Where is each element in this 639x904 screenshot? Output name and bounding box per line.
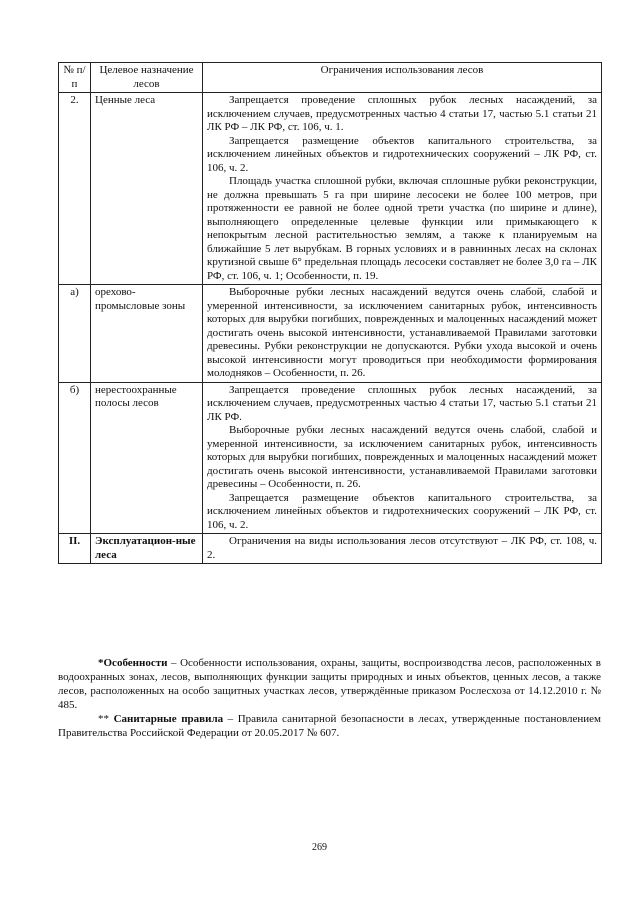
row-restrictions: [203, 285, 602, 383]
footnote-text: – Правила санитарной безопасности в лесах, утвержденные постановлением Правительства Российской Федерации от 20.05.2017 № 607.: [58, 713, 601, 739]
row-purpose: Ценные леса: [91, 93, 203, 285]
header-purpose: Целевое назначение лесов: [91, 63, 203, 93]
restriction-paragraph: Выборочные рубки лесных насаждений ведутся очень слабой, слабой и умеренной интенсивности, за исключением санитарных рубок, интенсивность которых для вырубки погибших, поврежденных и малоценных насаждений может достигать очень высокой интенсивности, устанавливаемой Правилами заготовки древесины. Рубки реконструкции не допускаются. Рубки ухода высокой и очень высокой интенсивности могут проводиться при необходимости формирования молодняков – Особенности, п. 26.: [207, 286, 597, 379]
table-row: [59, 534, 602, 564]
restriction-paragraph: Запрещается проведение сплошных рубок лесных насаждений, за исключением случаев, предусмотренных частью 4 статьи 17, частью 5.1 статьи 21 ЛК РФ.: [207, 383, 597, 423]
row-restrictions: [203, 534, 602, 564]
footnote-term: Санитарные правила: [113, 713, 224, 725]
restriction-paragraph: Ограничения на виды использования лесов отсутствуют – ЛК РФ, ст. 108, ч. 2.: [207, 535, 597, 561]
header-number: № п/п: [59, 63, 91, 93]
row-number: II.: [59, 534, 91, 564]
row-number: 2.: [59, 93, 91, 285]
table-header-row: [59, 63, 602, 93]
row-restrictions: [203, 382, 602, 534]
row-restrictions: [203, 93, 602, 285]
page-number: 269: [312, 842, 327, 853]
restriction-paragraph: Запрещается размещение объектов капитального строительства, за исключением линейных объектов и гидротехнических сооружений – ЛК РФ, ст. 106, ч. 2.: [207, 491, 597, 531]
restriction-paragraph: Запрещается размещение объектов капитального строительства, за исключением линейных объектов и гидротехнических сооружений – ЛК РФ, ст. 106, ч. 2.: [207, 134, 597, 174]
row-purpose: нерестоохранные полосы лесов: [91, 382, 203, 534]
header-restrictions: Ограничения использования лесов: [203, 63, 602, 93]
footnote-osobennosti: [58, 656, 601, 712]
row-purpose: орехово-промысловые зоны: [91, 285, 203, 383]
restriction-paragraph: Запрещается проведение сплошных рубок лесных насаждений, за исключением случаев, предусмотренных частью 4 статьи 17, частью 5.1 статьи 21 ЛК РФ – ЛК РФ, ст. 106, ч. 1.: [207, 94, 597, 133]
footnote-term: *Особенности: [98, 657, 168, 669]
row-purpose: Эксплуатацион-ные леса: [91, 534, 203, 564]
footnotes: [58, 656, 601, 740]
footnote-text: – Особенности использования, охраны, защиты, воспроизводства лесов, расположенных в водоохранных зонах, лесов, выполняющих функции защиты природных и иных объектов, ценных лесов, а также лесов, расположенных на особо защитных участках лесов, утверждённые приказом Рослесхоза от 14.12.2010 г. № 485.: [58, 657, 601, 711]
row-number: б): [59, 382, 91, 534]
footnote-mark: **: [98, 713, 114, 725]
footnote-sanitary-rules: [58, 712, 601, 740]
restriction-paragraph: Площадь участка сплошной рубки, включая сплошные рубки реконструкции, не должна превышать 5 га при ширине лесосеки не более 100 метров, при протяженности ее равной не более одной трети участка (по ширине и длине), выполняющего определенные целевые функции или примыкающего к непокрытым лесной растительностью землям, а также к планируемым на ближайшие 5 лет вырубкам. В горных условиях и в равнинных лесах на склонах крутизной свыше 6° предельная площадь лесосеки составляет не более 3,0 га – ЛК РФ, ст. 106, ч. 1; Особенности, п. 19.: [207, 175, 597, 282]
restriction-paragraph: Выборочные рубки лесных насаждений ведутся очень слабой, слабой и умеренной интенсивности, за исключением санитарных рубок, интенсивность которых для вырубки погибших, поврежденных и малоценных насаждений может достигать очень высокой интенсивности, устанавливаемой Правилами заготовки древесины – Особенности, п. 26.: [207, 424, 597, 490]
row-number: а): [59, 285, 91, 383]
table-row: [59, 93, 602, 285]
table-row: [59, 382, 602, 534]
table-row: [59, 285, 602, 383]
restrictions-table: [58, 62, 602, 564]
